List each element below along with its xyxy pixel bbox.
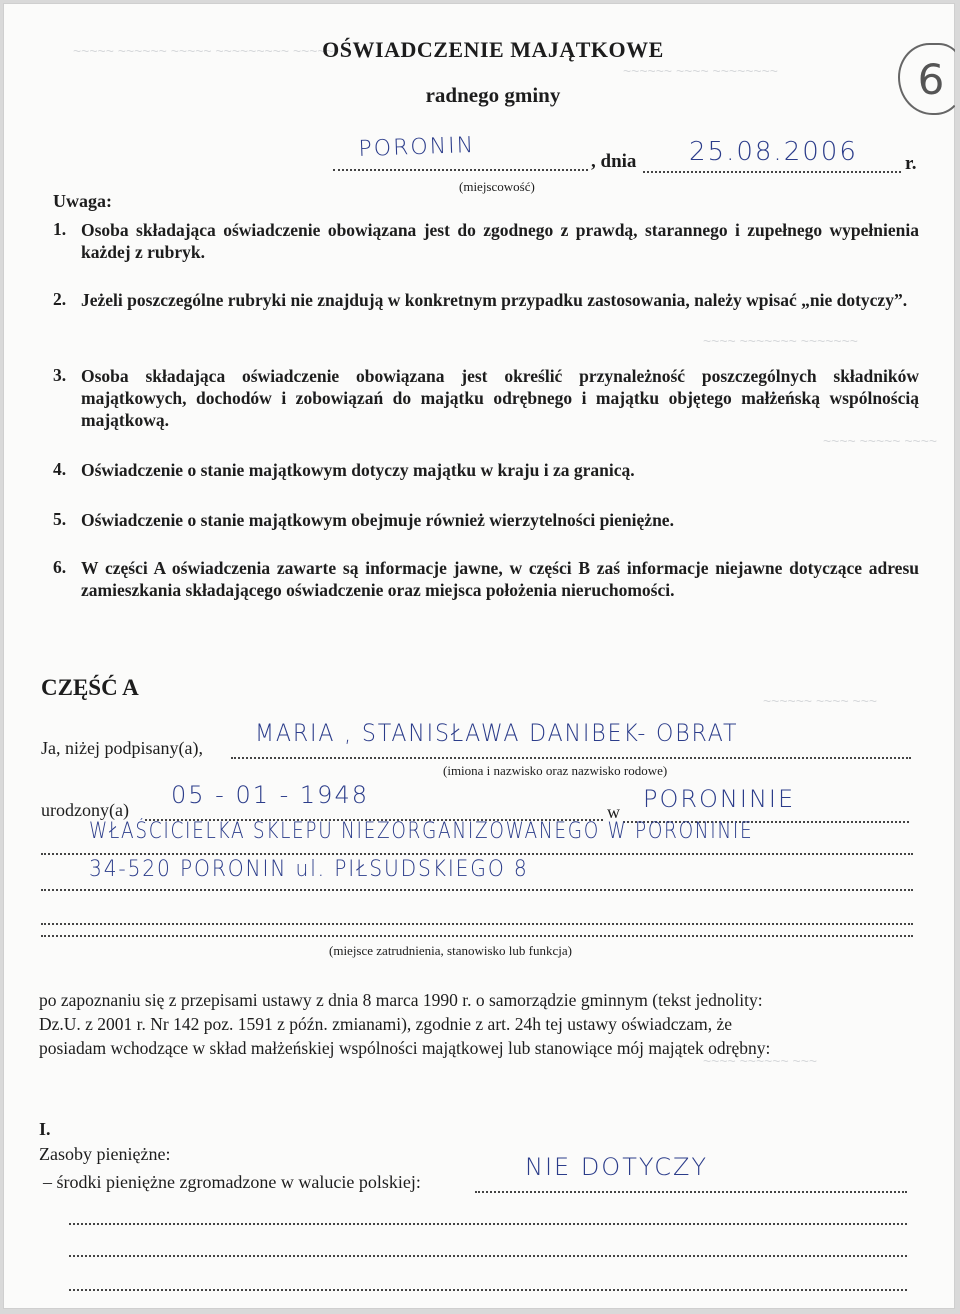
section-i-heading: Zasoby pieniężne: [39,1144,171,1164]
bleed-through-text: ~~~~ ~~~~~ ~~~~ [823,433,938,449]
bleed-through-text: ~~~~~~ ~~~~ ~~~~~~~~ [623,63,778,79]
place-handwritten: PORONIN [358,132,476,162]
note-number: 6. [53,557,67,577]
employment-line-1-handwritten: WŁAŚCICIELKA SKLEPU NIEZORGANIZOWANEGO W PORONINIE [89,819,754,844]
bleed-through-text: ~~~~ ~~~~~~ ~~~ [703,1053,818,1069]
note-1: Osoba składająca oświadczenie obowiązana jest do zgodnego z prawdą, starannego i zupełnego wypełnienia każdej z rubryk. [81,220,919,262]
place-caption: (miejscowość) [459,179,535,194]
note-6: W części A oświadczenia zawarte są informacje jawne, w części B zaś informacje niejawne dotyczące adresu zamieszkania składającego oświadczenie oraz miejsca położenia nieruchomości. [81,558,919,600]
employment-caption: (miejsce zatrudnienia, stanowisko lub funkcja) [329,943,572,958]
document-title: OŚWIADCZENIE MAJĄTKOWE [322,37,664,62]
date-suffix: r. [905,153,917,174]
note-4: Oświadczenie o stanie majątkowym dotyczy majątku w kraju i za granicą. [81,460,635,480]
bleed-through-text: ~~~~~ ~~~~~~ ~~~~~ ~~~~~~~~~ ~~~~~ [73,43,334,59]
note-number: 3. [53,365,67,385]
born-place-handwritten: PORONINIE [643,785,796,813]
notes-heading: Uwaga: [53,191,112,211]
date-handwritten: 25.08.2006 [689,137,858,167]
note-number: 5. [53,509,67,529]
document-page [3,3,955,1309]
employment-dotted-line-2 [41,889,913,891]
bleed-through-text: ~~~~ ~~~~~~~ ~~~~~~~ [703,333,858,349]
cash-pln-dotted-line-2 [69,1223,907,1225]
section-i-number: I. [39,1119,51,1139]
document-subtitle: radnego gminy [425,83,561,107]
cash-pln-label: – środki pieniężne zgromadzone w walucie polskiej: [43,1172,421,1192]
born-label: urodzony(a) [41,800,129,820]
employment-dotted-line-4 [41,935,913,937]
note-3: Osoba składająca oświadczenie obowiązana jest określić przynależność poszczególnych składników majątkowych, dochodów i zobowiązań do majątku odrębnego i majątku objętego małżeńską wspólnością majątkową. [81,366,919,430]
cash-pln-dotted-line [475,1191,907,1193]
note-5: Oświadczenie o stanie majątkowym obejmuje również wierzytelności pieniężne. [81,510,674,530]
note-number: 4. [53,459,67,479]
note-number: 1. [53,219,67,239]
part-a-heading: CZĘŚĆ A [41,675,139,700]
name-dotted-line [231,757,911,759]
date-dotted-line [643,171,901,173]
employment-dotted-line-3 [41,923,913,925]
name-label: Ja, niżej podpisany(a), [41,738,203,758]
born-date-handwritten: 05 - 01 - 1948 [171,781,369,809]
name-handwritten: MARIA , STANISŁAWA DANIBEK- OBRAT [255,719,739,747]
note-2: Jeżeli poszczególne rubryki nie znajdują w konkretnym przypadku zastosowania, należy wpisać „nie dotyczy”. [81,290,908,310]
bleed-through-text: ~~~~~~ ~~~~ ~~~ [763,693,878,709]
page-number-mark: 6 [898,43,955,115]
name-caption: (imiona i nazwisko oraz nazwisko rodowe) [443,763,668,778]
statement-line-3: posiadam wchodzące w skład małżeńskiej wspólności majątkowej lub stanowiące mój majątek odrębny: [39,1038,771,1058]
date-prefix: , dnia [591,151,637,172]
place-dotted-line [333,169,588,171]
employment-dotted-line-1 [41,853,913,855]
born-in-label: w [607,802,620,822]
note-number: 2. [53,289,67,309]
statement-line-2: Dz.U. z 2001 r. Nr 142 poz. 1591 z późn. zmianami), zgodnie z art. 24h tej ustawy oświadczam, że [39,1014,732,1034]
cash-pln-dotted-line-3 [69,1255,907,1257]
statement-line-1: po zapoznaniu się z przepisami ustawy z dnia 8 marca 1990 r. o samorządzie gminnym (tekst jednolity: [39,990,763,1010]
cash-pln-handwritten: NIE DOTYCZY [525,1153,709,1181]
employment-line-2-handwritten: 34-520 PORONIN ul. PIŁSUDSKIEGO 8 [89,857,529,882]
cash-pln-dotted-line-4 [69,1289,907,1291]
